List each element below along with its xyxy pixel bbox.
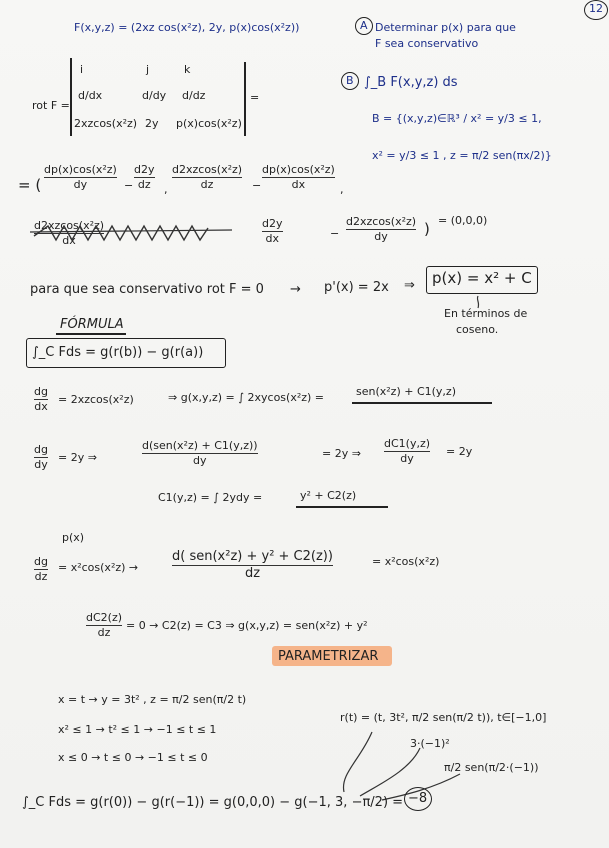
param-line-3: x ≤ 0 → t ≤ 0 → −1 ≤ t ≤ 0 (58, 751, 208, 764)
expansion-term-3: d2xzcos(x²z) dz (172, 163, 243, 191)
dgdz-middle: d( sen(x²z) + y² + C2(z)) dz (172, 549, 333, 581)
expansion-result: = (0,0,0) (438, 214, 488, 227)
dgdy-rhs: = 2y ⇒ (58, 451, 97, 464)
note-cosine-2: coseno. (456, 323, 499, 336)
dgdy-middle: d(sen(x²z) + C1(y,z)) dy (142, 439, 258, 467)
comma-1: , (164, 183, 168, 196)
param-heading: PARAMETRIZAR (278, 649, 379, 664)
expansion-term-5: d2y dx (262, 217, 283, 245)
part-b-set-2: x² = y/3 ≤ 1 , z = π/2 sen(πx/2)} (372, 149, 552, 162)
det-i: i (80, 63, 84, 76)
expansion-close: ) (424, 220, 430, 238)
minus-1: − (124, 179, 134, 192)
g-first-result: sen(x²z) + C1(y,z) (356, 385, 456, 398)
rot-label: rot F = (32, 99, 70, 112)
dgdz-eq: = x²cos(x²z) (372, 555, 440, 568)
expansion-term-2: d2y dz (134, 163, 155, 191)
det-p2: 2y (145, 117, 159, 130)
part-a-text: Determinar p(x) para que (375, 21, 516, 34)
expansion-open: = ( (18, 176, 42, 194)
comma-2: , (340, 183, 344, 196)
dC1dy-eq: = 2y (446, 445, 473, 458)
part-b-label: B (346, 74, 354, 87)
expansion-term-crossed: d2xzcos(x²z) dx (34, 219, 105, 247)
minus-3: − (330, 227, 340, 240)
vector-field-definition: F(x,y,z) = (2xz cos(x²z), 2y, p(x)cos(x²z)) (74, 21, 300, 34)
c1-result: y² + C2(z) (300, 489, 357, 502)
note-cosine: En términos de (444, 307, 528, 320)
final-line: ∫_C Fds = g(r(0)) − g(r(−1)) = g(0,0,0) − g(−1, 3, −π/2) = (22, 795, 404, 810)
c2-line: = 0 → C2(z) = C3 ⇒ g(x,y,z) = sen(x²z) + y² (126, 619, 368, 632)
px-annotation: p(x) (62, 531, 85, 544)
param-line-2: x² ≤ 1 → t² ≤ 1 → −1 ≤ t ≤ 1 (58, 723, 217, 736)
part-b-integral: ∫_B F(x,y,z) ds (364, 75, 458, 90)
dgdx-rhs: = 2xzcos(x²z) (58, 393, 134, 406)
det-j: j (146, 63, 150, 76)
part-b-set: B = {(x,y,z)∈ℝ³ / x² = y/3 ≤ 1, (372, 112, 542, 125)
dgdy-lhs: dg dy (34, 443, 48, 471)
expansion-term-6: d2xzcos(x²z) dy (346, 215, 417, 243)
param-line-1: x = t → y = 3t² , z = π/2 sen(π/2 t) (58, 693, 247, 706)
p-answer: p(x) = x² + C (432, 269, 532, 287)
det-ddy: d/dy (142, 89, 167, 102)
dgdx-lhs: dg dx (34, 385, 48, 413)
implies-1: ⇒ (404, 278, 415, 293)
dgdx-integral: ⇒ g(x,y,z) = ∫ 2xycos(x²z) = (168, 391, 325, 404)
minus-2: − (252, 179, 262, 192)
c1-integral: C1(y,z) = ∫ 2ydy = (158, 491, 263, 504)
curve-parametrization: r(t) = (t, 3t², π/2 sen(π/2 t)), t∈[−1,0] (340, 711, 547, 724)
dC1dy: dC1(y,z) dy (384, 437, 431, 465)
det-p3: p(x)cos(x²z) (176, 117, 242, 130)
page-number: 12 (589, 2, 603, 15)
expansion-term-1: dp(x)cos(x²z) dy (44, 163, 117, 191)
eval-y: 3·(−1)² (410, 737, 450, 750)
dgdz-rhs: = x²cos(x²z) → (58, 561, 139, 574)
formula-statement: ∫_C Fds = g(r(b)) − g(r(a)) (32, 345, 204, 360)
det-equals: = (250, 91, 260, 104)
dgdz-lhs: dg dz (34, 555, 48, 583)
det-ddz: d/dz (182, 89, 206, 102)
dC2dz: dC2(z) dz (86, 611, 123, 639)
formula-heading: FÓRMULA (60, 317, 124, 332)
det-k: k (184, 63, 191, 76)
p-derivative: p'(x) = 2x (324, 280, 389, 295)
arrow-1: → (290, 282, 301, 297)
part-a-text-2: F sea conservativo (375, 37, 479, 50)
conservative-condition: para que sea conservativo rot F = 0 (30, 282, 264, 297)
det-ddx: d/dx (78, 89, 103, 102)
expansion-term-4: dp(x)cos(x²z) dx (262, 163, 335, 191)
det-p1: 2xzcos(x²z) (74, 117, 138, 130)
final-answer: −8 (408, 791, 428, 806)
part-a-label: A (360, 19, 368, 32)
eval-z: π/2 sen(π/2·(−1)) (444, 761, 539, 774)
dgdy-eq: = 2y ⇒ (322, 447, 361, 460)
